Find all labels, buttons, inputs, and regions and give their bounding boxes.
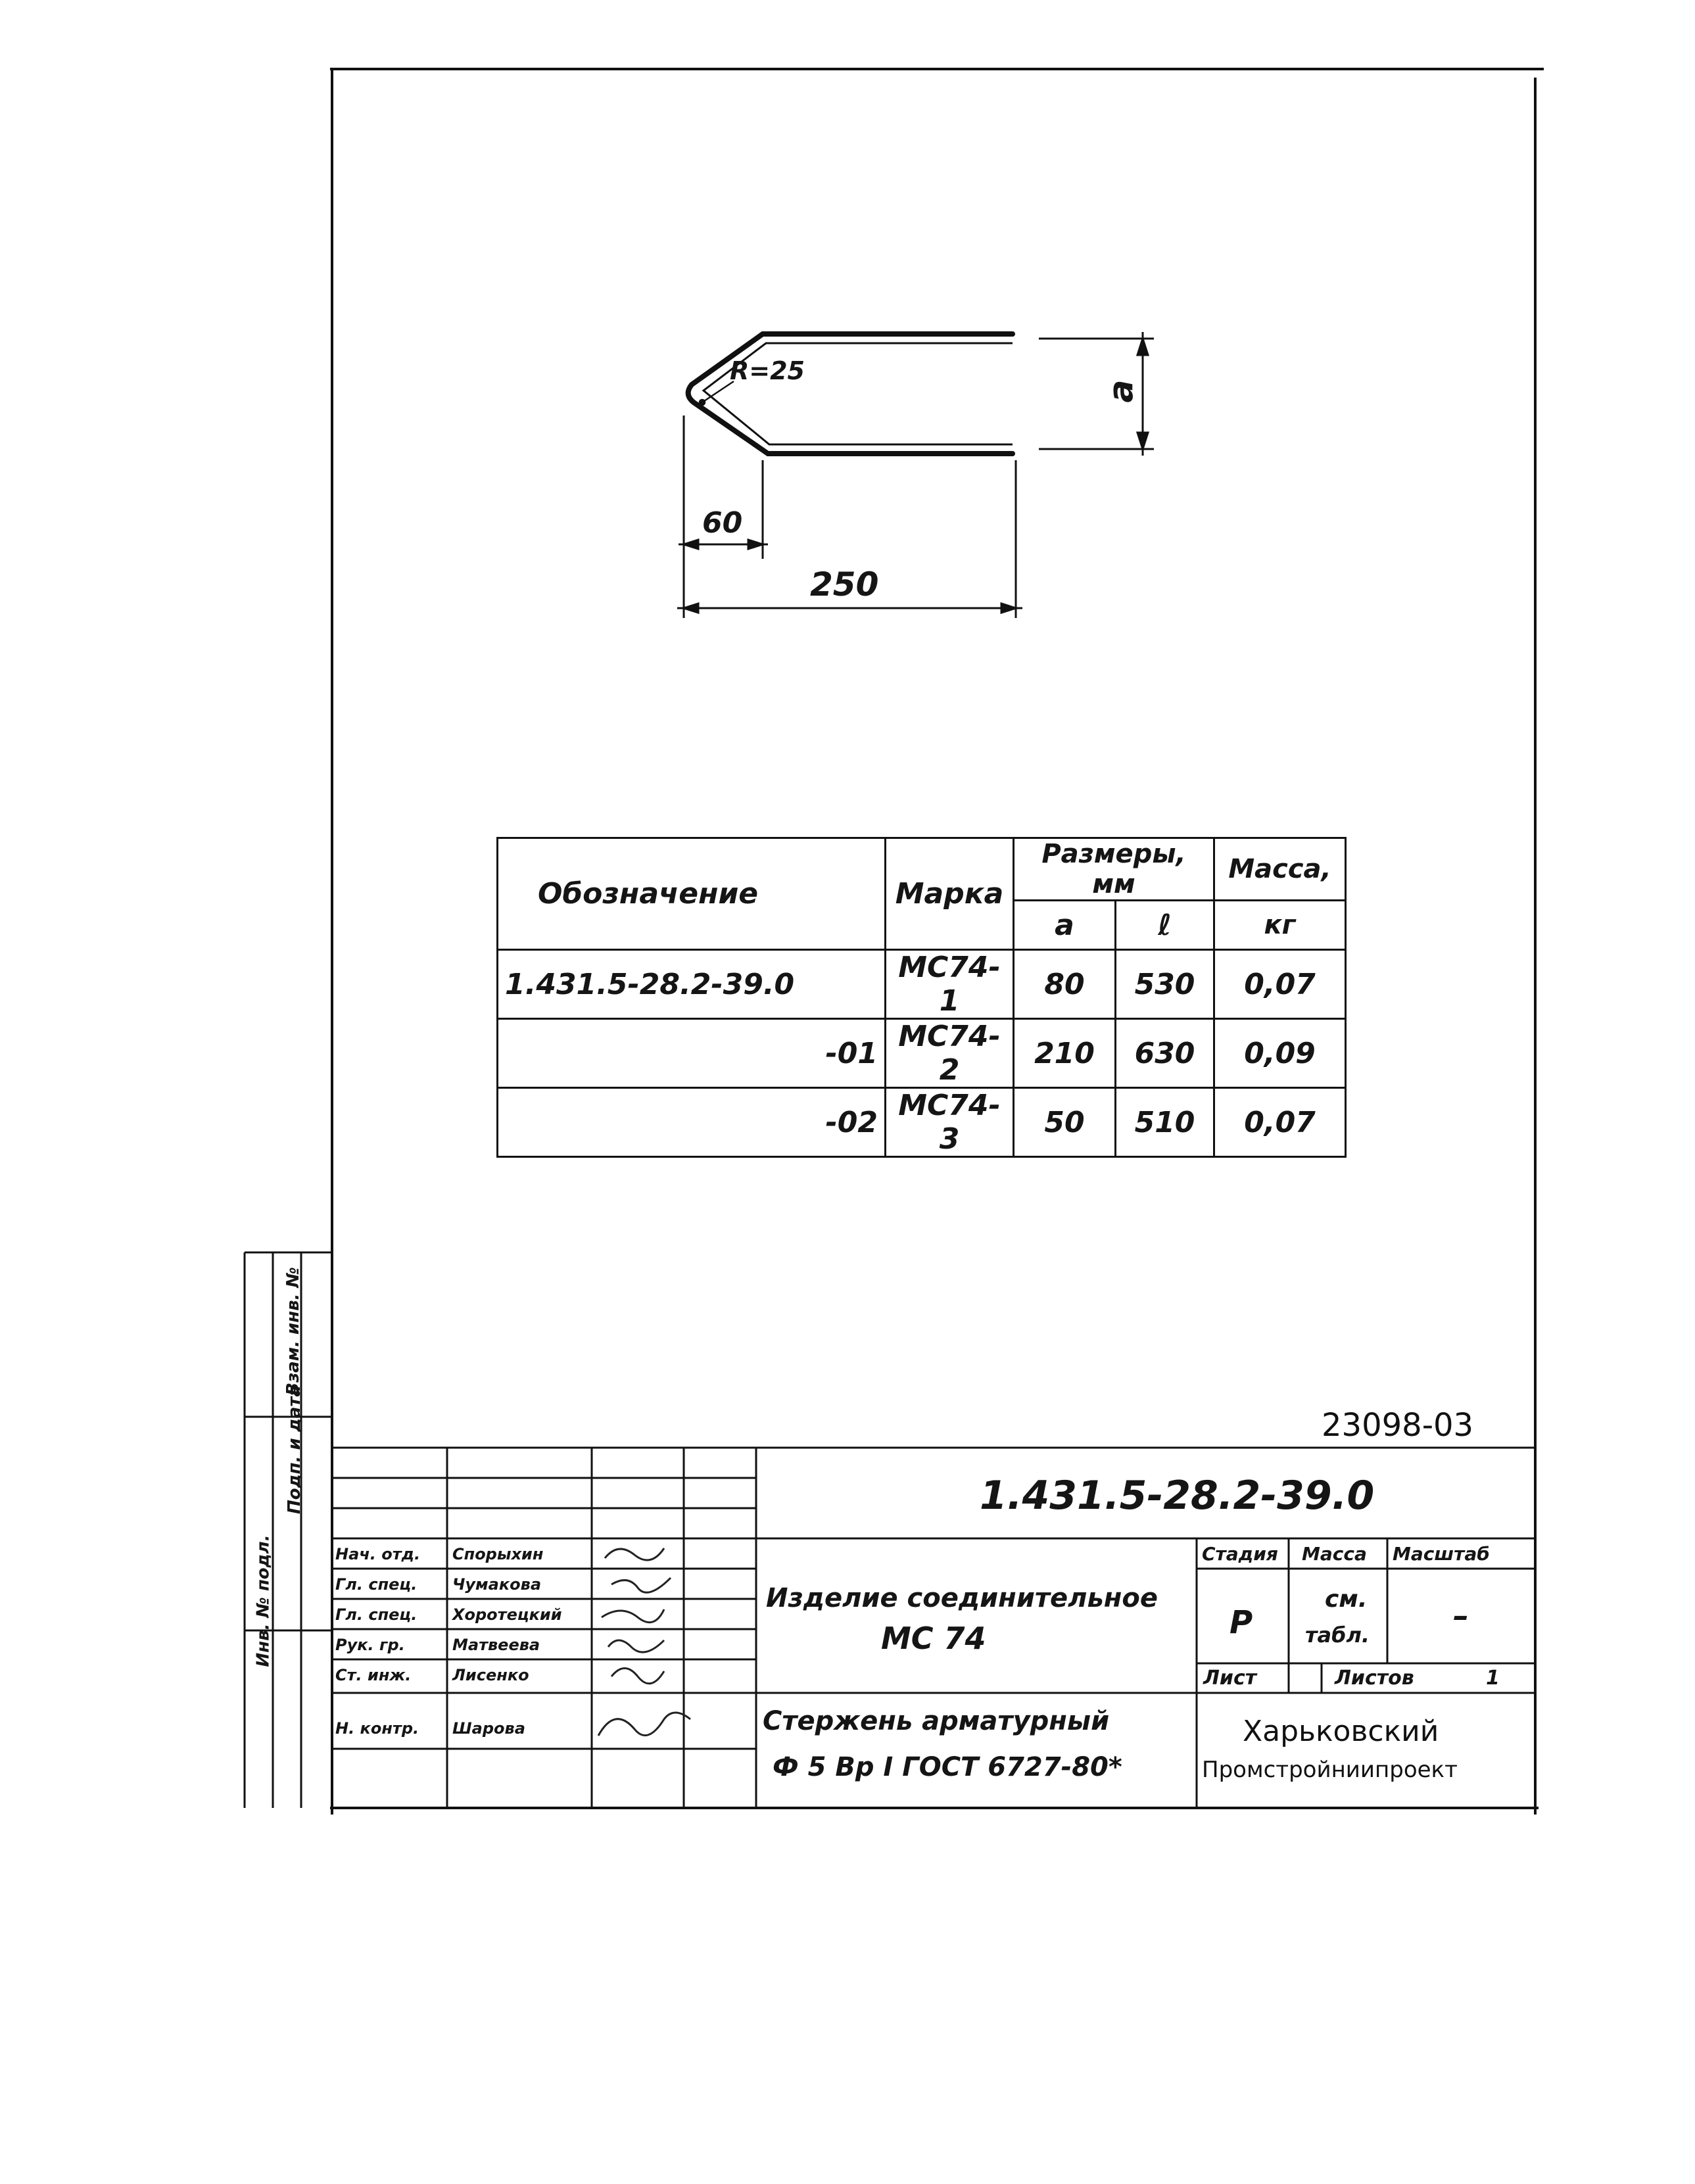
row-l: 510 xyxy=(1116,1088,1214,1157)
side-stamp-replacement: Взам. инв. № xyxy=(283,1267,303,1396)
mass-header: Масса xyxy=(1302,1543,1367,1565)
role-label: Н. контр. xyxy=(335,1719,419,1738)
scale-header: Масштаб xyxy=(1393,1543,1490,1565)
person-name: Хоротецкий xyxy=(452,1605,562,1624)
row-l: 530 xyxy=(1116,950,1214,1019)
organization-line2: Промстройниипроект xyxy=(1202,1757,1458,1783)
product-name-line1: Изделие соединительное xyxy=(766,1583,1158,1613)
row-designation: 1.431.5-28.2-39.0 xyxy=(498,950,886,1019)
header-dim-l: ℓ xyxy=(1116,901,1214,950)
side-stamp-inventory: Инв. № подл. xyxy=(253,1534,274,1667)
total-length-label: 250 xyxy=(810,565,879,604)
header-mass-unit: кг xyxy=(1214,901,1346,950)
material-line1: Стержень арматурный xyxy=(763,1706,1110,1736)
person-name: Шарова xyxy=(452,1719,525,1738)
header-dim-a: a xyxy=(1014,901,1116,950)
header-dimensions: Размеры, мм xyxy=(1014,838,1214,901)
scale-value: – xyxy=(1453,1598,1469,1634)
row-a: 50 xyxy=(1014,1088,1116,1157)
material-line2: Ф 5 Bp I ГОСТ 6727-80* xyxy=(773,1752,1122,1782)
row-a: 210 xyxy=(1014,1019,1116,1088)
row-mark: МС74-3 xyxy=(886,1088,1014,1157)
sheet-label: Лист xyxy=(1203,1667,1257,1690)
row-mass: 0,07 xyxy=(1214,1088,1346,1157)
person-name: Матвеева xyxy=(452,1636,540,1654)
role-label: Рук. гр. xyxy=(335,1636,405,1654)
organization-line1: Харьковский xyxy=(1243,1715,1439,1748)
document-code: 1.431.5-28.2-39.0 xyxy=(980,1473,1375,1519)
radius-label: R=25 xyxy=(730,356,805,385)
side-stamp-signature-date: Подп. и дата xyxy=(284,1385,304,1514)
sheets-value: 1 xyxy=(1486,1667,1500,1690)
row-l: 630 xyxy=(1116,1019,1214,1088)
role-label: Гл. спец. xyxy=(335,1605,418,1624)
mass-value-line1: см. xyxy=(1325,1586,1368,1613)
row-mark: МС74-1 xyxy=(886,950,1014,1019)
person-name: Спорыхин xyxy=(452,1545,544,1563)
row-mass: 0,09 xyxy=(1214,1019,1346,1088)
archive-number: 23098-03 xyxy=(1322,1407,1474,1444)
mass-value-line2: табл. xyxy=(1305,1623,1370,1648)
row-designation: -02 xyxy=(498,1088,886,1157)
role-label: Ст. инж. xyxy=(335,1666,412,1684)
sheets-label: Листов xyxy=(1335,1667,1414,1690)
stage-value: Р xyxy=(1229,1604,1253,1641)
header-designation: Обозначение xyxy=(498,838,886,950)
person-name: Чумакова xyxy=(452,1575,542,1594)
stage-header: Стадия xyxy=(1202,1543,1278,1565)
role-label: Гл. спец. xyxy=(335,1575,418,1594)
row-a: 80 xyxy=(1014,950,1116,1019)
tip-length-label: 60 xyxy=(702,506,743,540)
height-dimension-label: a xyxy=(1101,379,1141,403)
product-name-line2: МС 74 xyxy=(881,1621,986,1656)
header-mark: Марка xyxy=(886,838,1014,950)
person-name: Лисенко xyxy=(452,1666,529,1684)
row-mark: МС74-2 xyxy=(886,1019,1014,1088)
row-designation: -01 xyxy=(498,1019,886,1088)
row-mass: 0,07 xyxy=(1214,950,1346,1019)
header-mass: Масса, xyxy=(1214,838,1346,901)
role-label: Нач. отд. xyxy=(335,1545,421,1563)
